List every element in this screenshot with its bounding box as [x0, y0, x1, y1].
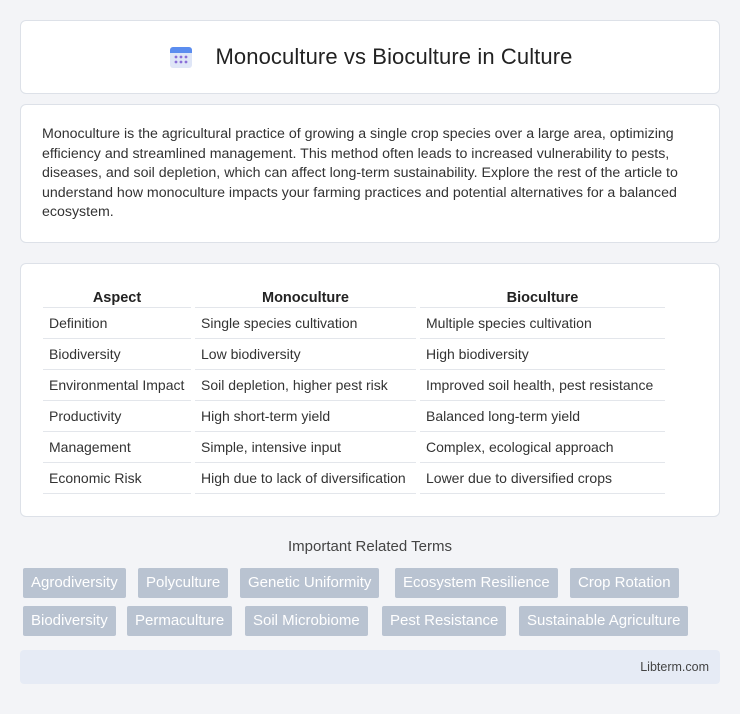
tag-agrodiversity[interactable]: Agrodiversity: [23, 568, 126, 598]
cell-monoculture: High due to lack of diversification: [195, 463, 416, 494]
cell-aspect: Productivity: [43, 401, 191, 432]
table-header-row: [43, 286, 665, 308]
calendar-grid-icon: [168, 44, 194, 70]
cell-monoculture: Simple, intensive input: [195, 432, 416, 463]
tag-polyculture[interactable]: Polyculture: [138, 568, 228, 598]
table-row: [43, 432, 665, 463]
tag-permaculture[interactable]: Permaculture: [127, 606, 232, 636]
cell-aspect: Definition: [43, 308, 191, 339]
cell-aspect: Environmental Impact: [43, 370, 191, 401]
tag-crop-rotation[interactable]: Crop Rotation: [570, 568, 679, 598]
comparison-table: [39, 286, 669, 494]
title-card: [20, 20, 720, 94]
tag-soil-microbiome[interactable]: Soil Microbiome: [245, 606, 368, 636]
comparison-card: [20, 263, 720, 517]
page-title: Monoculture vs Bioculture in Culture: [215, 44, 573, 69]
cell-monoculture: High short-term yield: [195, 401, 416, 432]
footer-site-link[interactable]: Libterm.com: [640, 660, 709, 674]
related-terms-title: Important Related Terms: [288, 538, 452, 555]
tag-sustainable-agriculture[interactable]: Sustainable Agriculture: [519, 606, 688, 636]
cell-bioculture: Complex, ecological approach: [420, 432, 665, 463]
intro-paragraph: Monoculture is the agricultural practice of growing a single crop species over a large area, optimizing efficiency and streamlined management. This method often leads to increased vulnerability to pests, diseases, and soil depletion, which can affect long-term sustainability. Explore the rest of the article to understand how monoculture impacts your farming practices and potential alternatives for a balanced ecosystem.: [42, 126, 678, 221]
cell-monoculture: Low biodiversity: [195, 339, 416, 370]
cell-aspect: Biodiversity: [43, 339, 191, 370]
cell-bioculture: Improved soil health, pest resistance: [420, 370, 665, 401]
tag-ecosystem-resilience[interactable]: Ecosystem Resilience: [395, 568, 558, 598]
header-bioculture: Bioculture: [420, 286, 665, 308]
header-monoculture: Monoculture: [195, 286, 416, 308]
header-aspect: Aspect: [43, 286, 191, 308]
cell-bioculture: Lower due to diversified crops: [420, 463, 665, 494]
table-row: [43, 339, 665, 370]
cell-bioculture: High biodiversity: [420, 339, 665, 370]
cell-bioculture: Multiple species cultivation: [420, 308, 665, 339]
intro-card: [20, 104, 720, 243]
table-row: [43, 463, 665, 494]
tag-biodiversity[interactable]: Biodiversity: [23, 606, 116, 636]
cell-bioculture: Balanced long-term yield: [420, 401, 665, 432]
cell-aspect: Economic Risk: [43, 463, 191, 494]
tag-genetic-uniformity[interactable]: Genetic Uniformity: [240, 568, 379, 598]
tag-pest-resistance[interactable]: Pest Resistance: [382, 606, 506, 636]
cell-aspect: Management: [43, 432, 191, 463]
table-row: [43, 401, 665, 432]
table-row: [43, 308, 665, 339]
footer: [20, 650, 720, 684]
cell-monoculture: Single species cultivation: [195, 308, 416, 339]
table-row: [43, 370, 665, 401]
cell-monoculture: Soil depletion, higher pest risk: [195, 370, 416, 401]
